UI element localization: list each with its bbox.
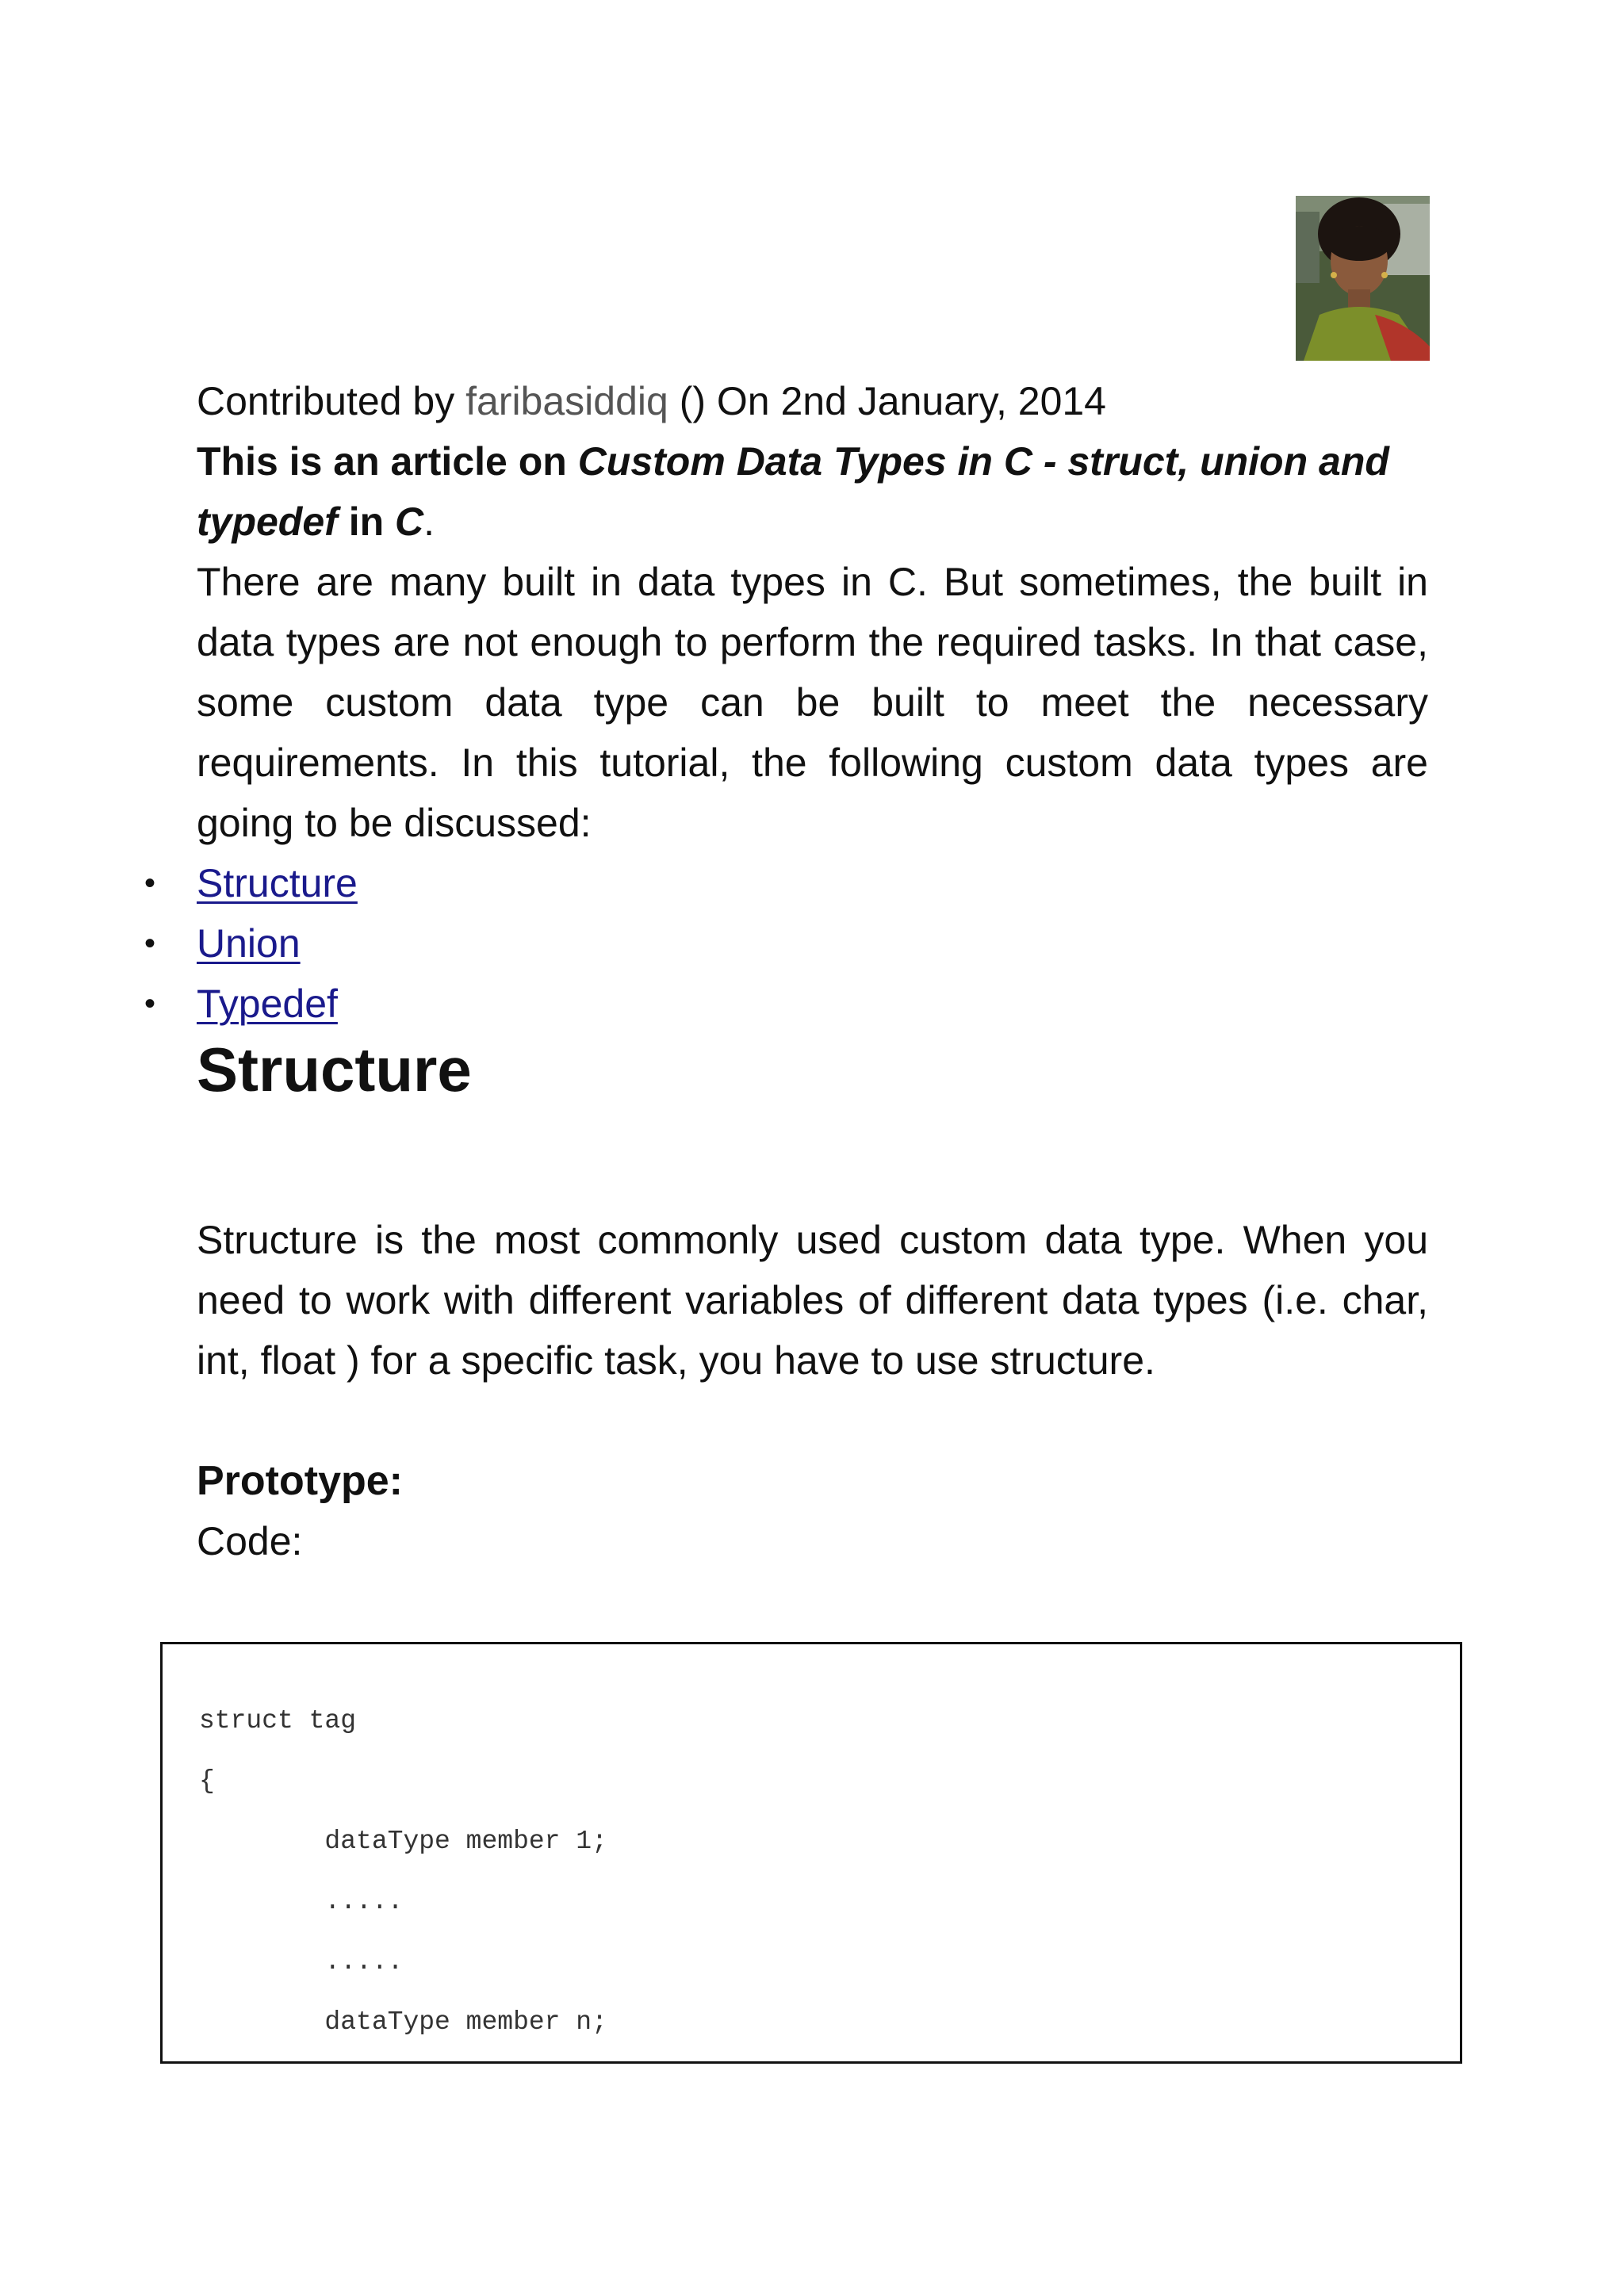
code-line: { (199, 1766, 215, 1796)
spacer (197, 1105, 1428, 1210)
bullet-icon: • (144, 866, 156, 901)
code-line: ..... (199, 1887, 404, 1916)
section-heading-structure: Structure (197, 1035, 472, 1104)
intro-sentence (197, 431, 1428, 552)
toc-link-typedef[interactable]: Typedef (197, 982, 338, 1026)
toc-item (144, 853, 1428, 913)
byline-suffix: () On 2nd January, 2014 (668, 379, 1106, 423)
spacer (197, 1391, 1428, 1451)
intro-paragraph: There are many built in data types in C. But sometimes, the built in data types are not enough to perform the required tasks. In that case, some custom data type can be built to meet the necessary requirements. In this tutorial, the following custom data types are going to be discussed: (197, 560, 1428, 845)
article-content (144, 371, 1428, 1571)
byline-prefix: Contributed by (197, 379, 466, 423)
intro-lang: C (395, 499, 424, 544)
toc-item (144, 913, 1428, 974)
intro-lead: This is an article on (197, 439, 578, 484)
bullet-icon: • (144, 986, 156, 1021)
author-name[interactable]: faribasiddiq (465, 379, 668, 423)
author-photo-icon (1296, 196, 1430, 361)
code-block (160, 1642, 1462, 2064)
code-line: dataType member 1; (199, 1827, 607, 1856)
structure-paragraph: Structure is the most commonly used custom data type. When you need to work with different variables of different data types (i.e. char, int, float ) for a specific task, you have to use structure. (197, 1218, 1428, 1383)
toc-link-union[interactable]: Union (197, 921, 301, 966)
code-line: dataType member n; (199, 2007, 607, 2037)
intro-topic: Custom Data Types in C - struct, union and typedef (197, 439, 1389, 544)
code-line: struct tag (199, 1706, 357, 1735)
code-label: Code: (197, 1519, 303, 1563)
toc-list (144, 853, 1428, 1034)
intro-mid: in (337, 499, 396, 544)
code-line: ..... (199, 1947, 404, 1976)
prototype-heading: Prototype: (197, 1458, 403, 1504)
bullet-icon: • (144, 926, 156, 961)
toc-item (144, 974, 1428, 1034)
toc-link-structure[interactable]: Structure (197, 861, 358, 905)
intro-end: . (423, 499, 435, 544)
byline (197, 371, 1428, 431)
author-photo (1296, 196, 1430, 361)
